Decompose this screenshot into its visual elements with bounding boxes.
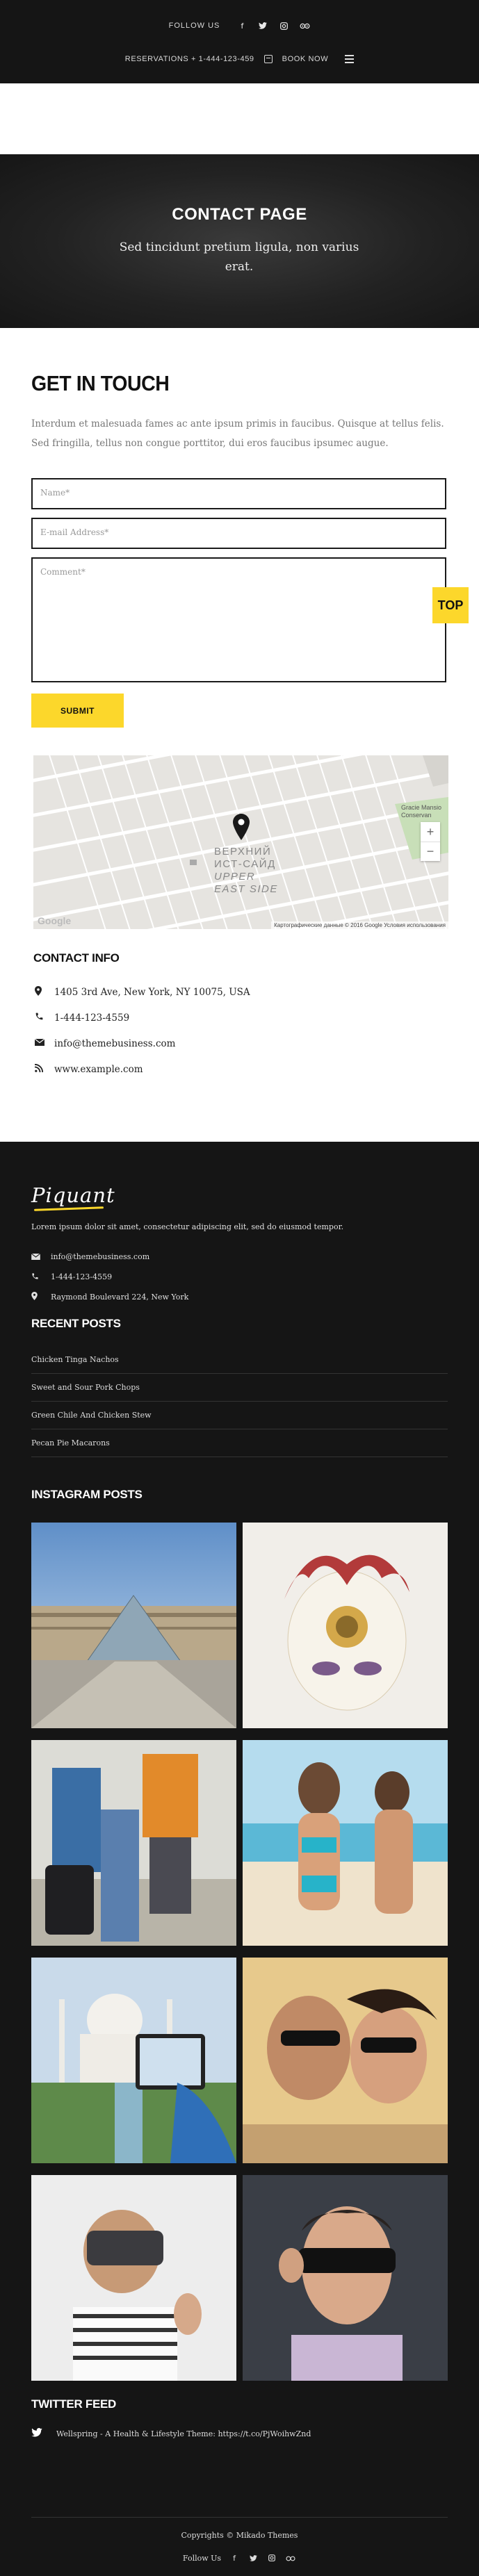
name-field[interactable]: Name* (31, 478, 446, 509)
logo-underline (34, 1206, 104, 1211)
recent-post-link[interactable]: Green Chile And Chicken Stew (31, 1402, 448, 1429)
twitter-icon[interactable] (257, 20, 268, 31)
tweet-item (31, 2428, 448, 2440)
instagram-photo-taj-mahal[interactable] (31, 1958, 236, 2163)
contact-info-text[interactable]: 1-444-123-4559 (54, 1012, 130, 1024)
site-header (0, 0, 479, 83)
contact-info-text[interactable]: www.example.com (54, 1063, 143, 1075)
map-label-line: EAST SIDE (214, 883, 278, 895)
footer-description: Lorem ipsum dolor sit amet, consectetur adipiscing elit, sed do eiusmod tempor. (31, 1222, 344, 1231)
twitter-feed-title: TWITTER FEED (31, 2397, 116, 2411)
footer-contacts (31, 1247, 448, 1307)
footer-contact-email (31, 1247, 448, 1267)
phone-icon (35, 1012, 54, 1024)
google-logo: Google (38, 915, 72, 926)
contact-intro: Interdum et malesuada fames ac ante ipsum primis in faucibus. Quisque at tellus felis. Sed fringilla, tellus non congue porttitor, dui eros faucibus ipsumec augue. (31, 418, 444, 449)
instagram-photo-mask[interactable] (243, 1523, 448, 1728)
recent-post-link[interactable]: Sweet and Sour Pork Chops (31, 1374, 448, 1402)
recent-post-link[interactable]: Pecan Pie Macarons (31, 1429, 448, 1457)
instagram-posts-title: INSTAGRAM POSTS (31, 1488, 143, 1501)
facebook-icon[interactable]: f (233, 2553, 236, 2563)
email-field[interactable]: E-mail Address* (31, 518, 446, 549)
instagram-icon[interactable] (266, 2552, 277, 2563)
recent-posts-title: RECENT POSTS (31, 1317, 121, 1330)
instagram-photo-vr-man[interactable] (243, 2175, 448, 2381)
instagram-icon[interactable] (278, 20, 289, 31)
contact-info-phone (35, 1005, 448, 1031)
instagram-grid (31, 1523, 448, 2381)
map-attribution[interactable]: Картографические данные © 2016 Google Условия использования (271, 921, 448, 929)
contact-section (0, 371, 479, 1082)
instagram-photo-selfie-couple[interactable] (243, 1958, 448, 2163)
map-label-line: ИСТ-САЙД (214, 858, 276, 870)
envelope-icon (35, 1038, 54, 1049)
map-area-label (214, 846, 278, 896)
phone-icon (31, 1272, 51, 1282)
follow-us-label: FOLLOW US (168, 22, 220, 30)
rss-icon (35, 1064, 54, 1075)
footer-follow-label: Follow Us (182, 2553, 222, 2563)
zoom-out-button[interactable]: − (421, 842, 440, 861)
footer-bottom (31, 2517, 448, 2563)
instagram-photo-beach-couple[interactable] (243, 1740, 448, 1946)
google-map[interactable] (33, 755, 448, 929)
map-streets (33, 755, 448, 929)
footer-logo[interactable] (31, 1183, 115, 1207)
footer-contact-text[interactable]: 1-444-123-4559 (51, 1272, 113, 1281)
submit-button[interactable]: SUBMIT (31, 694, 124, 728)
get-in-touch-title: GET IN TOUCH (31, 371, 170, 395)
comment-field[interactable]: Comment* (31, 557, 446, 682)
contact-info-title: CONTACT INFO (33, 951, 120, 965)
recent-post-link[interactable]: Chicken Tinga Nachos (31, 1346, 448, 1374)
facebook-icon[interactable]: f (241, 21, 244, 31)
tweet-text[interactable]: Wellspring - A Health & Lifestyle Theme: https://t.co/PjWoihwZnd (56, 2429, 311, 2438)
reservations-text[interactable]: RESERVATIONS + 1-444-123-459 (124, 55, 254, 63)
recent-posts-list (31, 1346, 448, 1457)
page-title-banner (0, 154, 479, 328)
page-title: CONTACT PAGE (172, 205, 307, 224)
map-pin-icon[interactable] (233, 814, 250, 840)
page-subtitle: Sed tincidunt pretium ligula, non varius erat. (119, 240, 359, 274)
envelope-icon (31, 1252, 51, 1262)
map-label-line: UPPER (214, 871, 256, 883)
instagram-photo-louvre[interactable] (31, 1523, 236, 1728)
contact-info-website (35, 1056, 448, 1082)
reservations-row (0, 55, 479, 63)
contact-info-text[interactable]: info@themebusiness.com (54, 1037, 176, 1049)
zoom-in-button[interactable]: + (426, 824, 435, 839)
contact-info-list (35, 979, 448, 1082)
twitter-icon[interactable] (247, 2552, 259, 2563)
contact-info-address (35, 979, 448, 1005)
footer-contact-text: Raymond Boulevard 224, New York (51, 1293, 189, 1302)
copyright-text: Copyrights © Mikado Themes (181, 2531, 298, 2540)
map-label-line: ВЕРХНИЙ (214, 846, 272, 858)
book-now-link[interactable]: BOOK NOW (282, 55, 329, 63)
map-pin-icon (31, 1292, 51, 1302)
footer-contact-text[interactable]: info@themebusiness.com (51, 1252, 150, 1261)
map-zoom-controls (421, 822, 440, 861)
back-to-top-button[interactable]: TOP (432, 587, 469, 623)
map-poi-label: Gracie Mansio Conservan (401, 804, 442, 819)
site-footer (0, 1142, 479, 2576)
contact-info-text: 1405 3rd Ave, New York, NY 10075, USA (54, 986, 250, 998)
logo-text: Piquant (31, 1183, 115, 1207)
twitter-icon (31, 2428, 56, 2440)
calendar-icon (264, 55, 273, 63)
contact-info-email (35, 1031, 448, 1056)
tripadvisor-icon[interactable] (299, 20, 310, 31)
footer-contact-phone (31, 1267, 448, 1287)
follow-us-row (0, 20, 479, 31)
menu-icon[interactable] (345, 55, 354, 63)
instagram-photo-travelers[interactable] (31, 1740, 236, 1946)
footer-follow-row (31, 2552, 448, 2563)
map-pin-icon (35, 986, 54, 999)
instagram-photo-vr-girl[interactable] (31, 2175, 236, 2381)
tripadvisor-icon[interactable] (285, 2552, 296, 2563)
footer-contact-address (31, 1287, 448, 1307)
